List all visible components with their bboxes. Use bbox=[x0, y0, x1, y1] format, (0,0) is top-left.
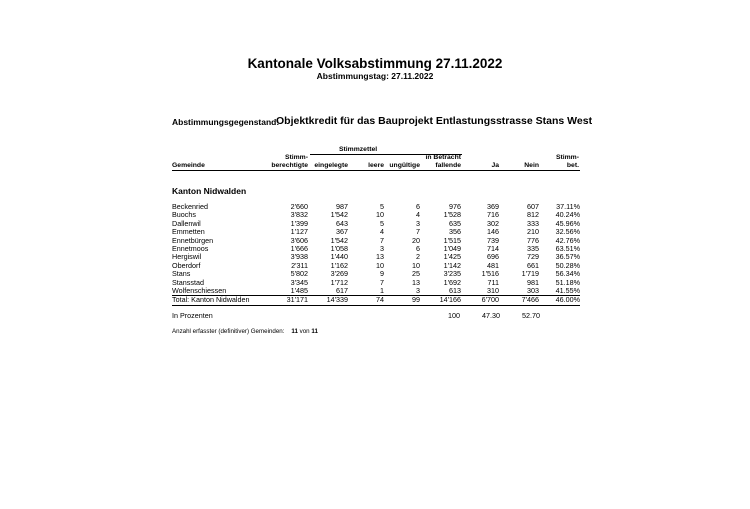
cell-berechtigte: 1'666 bbox=[290, 244, 308, 254]
cell-eingelegte: 617 bbox=[336, 286, 348, 296]
cell-eingelegte: 1'058 bbox=[330, 244, 348, 254]
cell-ja: 310 bbox=[487, 286, 499, 296]
cell-bet: 32.56% bbox=[555, 227, 580, 237]
cell-ungueltige: 20 bbox=[412, 235, 420, 245]
footer-total: 11 bbox=[311, 328, 318, 335]
cell-eingelegte: 1'162 bbox=[330, 260, 348, 270]
cell-fallende: 1'142 bbox=[443, 260, 461, 270]
cell-fallende: 3'235 bbox=[443, 269, 461, 279]
table-row bbox=[172, 262, 580, 270]
cell-berechtigte: 2'311 bbox=[291, 260, 308, 270]
cell-name: Ennetbürgen bbox=[172, 235, 214, 245]
cell-eingelegte: 987 bbox=[336, 202, 348, 211]
percent-label: In Prozenten bbox=[172, 311, 213, 320]
cell-ungueltige: 25 bbox=[412, 269, 420, 279]
cell-eingelegte: 643 bbox=[336, 218, 348, 228]
cell-bet: 45.96% bbox=[555, 218, 580, 228]
cell-bet: 56.34% bbox=[555, 269, 580, 279]
cell-leere: 13 bbox=[376, 252, 384, 262]
cell-nein: 1'719 bbox=[521, 269, 539, 279]
cell-fallende: 635 bbox=[449, 218, 461, 228]
footer-note bbox=[172, 328, 318, 335]
table-row bbox=[172, 211, 580, 219]
cell-bet: 51.18% bbox=[555, 277, 580, 287]
cell-ja: 739 bbox=[487, 235, 499, 245]
header-fallende-2: fallende bbox=[435, 162, 461, 169]
cell-name: Wolfenschiessen bbox=[172, 286, 227, 296]
table-row bbox=[172, 220, 580, 228]
cell-ja: 146 bbox=[487, 227, 499, 237]
cell-leere: 7 bbox=[380, 235, 384, 245]
page-title: Kantonale Volksabstimmung 27.11.2022 bbox=[247, 56, 503, 71]
cell-bet: 50.28% bbox=[555, 260, 580, 270]
footer-von: von bbox=[299, 328, 310, 335]
cell-eingelegte: 1'542 bbox=[330, 235, 348, 245]
cell-nein: 7'466 bbox=[499, 296, 539, 305]
cell-fallende: 613 bbox=[449, 286, 461, 296]
cell-bet: 37.11% bbox=[556, 202, 580, 211]
cell-leere: 5 bbox=[380, 202, 384, 211]
percent-ja: 47.30 bbox=[482, 311, 500, 320]
cell-name: Ennetmoos bbox=[172, 244, 209, 254]
cell-fallende: 1'049 bbox=[443, 244, 461, 254]
cell-ungueltige: 3 bbox=[416, 218, 420, 228]
table-row bbox=[172, 228, 580, 236]
header-berechtigte-1: Stimm- bbox=[284, 154, 308, 161]
cell-fallende: 1'425 bbox=[443, 252, 461, 262]
cell-berechtigte: 3'832 bbox=[290, 210, 308, 220]
cell-fallende: 14'166 bbox=[420, 296, 461, 305]
cell-bet: 42.76% bbox=[555, 235, 580, 245]
cell-leere: 10 bbox=[376, 210, 384, 220]
cell-ungueltige: 6 bbox=[416, 244, 420, 254]
cell-nein: 812 bbox=[527, 210, 539, 220]
cell-berechtigte: 3'606 bbox=[290, 235, 308, 245]
header-nein: Nein bbox=[524, 162, 539, 169]
cell-ja: 481 bbox=[487, 260, 499, 270]
cell-name: Oberdorf bbox=[172, 260, 201, 270]
subject-label: Abstimmungsgegenstand: bbox=[172, 117, 280, 127]
cell-berechtigte: 3'345 bbox=[290, 277, 308, 287]
cell-name: Dallenwil bbox=[172, 218, 201, 228]
cell-bet: 40.24% bbox=[555, 210, 580, 220]
header-ungueltige: ungültige bbox=[389, 162, 420, 169]
cell-name: Stans bbox=[172, 269, 191, 279]
cell-name: Total: Kanton Nidwalden bbox=[172, 296, 256, 305]
cell-name: Beckenried bbox=[172, 202, 208, 211]
cell-ja: 716 bbox=[487, 210, 499, 220]
cell-berechtigte: 1'127 bbox=[290, 227, 308, 237]
cell-eingelegte: 1'542 bbox=[330, 210, 348, 220]
cell-fallende: 356 bbox=[449, 227, 461, 237]
header-leere: leere bbox=[368, 162, 384, 169]
table-row bbox=[172, 237, 580, 245]
cell-berechtigte: 3'938 bbox=[290, 252, 308, 262]
cell-fallende: 1'692 bbox=[443, 277, 461, 287]
header-stimmzettel: Stimmzettel bbox=[339, 146, 378, 153]
cell-ungueltige: 7 bbox=[416, 227, 420, 237]
cell-leere: 3 bbox=[380, 244, 384, 254]
cell-ja: 369 bbox=[487, 202, 499, 211]
cell-ungueltige: 6 bbox=[416, 202, 420, 211]
cell-name: Stansstad bbox=[172, 277, 204, 287]
header-ja: Ja bbox=[491, 162, 499, 169]
cell-leere: 10 bbox=[376, 260, 384, 270]
cell-berechtigte: 5'802 bbox=[290, 269, 308, 279]
cell-bet: 63.51% bbox=[555, 244, 580, 254]
footer-label: Anzahl erfasster (definitiver) Gemeinden: bbox=[172, 328, 285, 335]
cell-leere: 4 bbox=[380, 227, 384, 237]
table-row-total bbox=[172, 296, 580, 305]
cell-name: Emmetten bbox=[172, 227, 205, 237]
cell-ja: 302 bbox=[487, 218, 499, 228]
cell-nein: 333 bbox=[527, 218, 539, 228]
percent-fallende: 100 bbox=[448, 311, 460, 320]
cell-nein: 661 bbox=[527, 260, 539, 270]
cell-leere: 5 bbox=[380, 218, 384, 228]
cell-nein: 729 bbox=[527, 252, 539, 262]
cell-nein: 210 bbox=[527, 227, 539, 237]
cell-leere: 74 bbox=[348, 296, 384, 305]
cell-eingelegte: 1'440 bbox=[330, 252, 348, 262]
section-title: Kanton Nidwalden bbox=[172, 186, 247, 196]
cell-eingelegte: 1'712 bbox=[330, 277, 348, 287]
cell-leere: 9 bbox=[380, 269, 384, 279]
cell-berechtigte: 1'399 bbox=[290, 218, 308, 228]
cell-ungueltige: 4 bbox=[416, 210, 420, 220]
cell-ja: 714 bbox=[487, 244, 499, 254]
cell-nein: 303 bbox=[527, 286, 539, 296]
cell-ja: 711 bbox=[487, 277, 499, 287]
table-row bbox=[172, 279, 580, 287]
cell-name: Buochs bbox=[172, 210, 196, 220]
cell-eingelegte: 3'269 bbox=[330, 269, 348, 279]
cell-nein: 776 bbox=[527, 235, 539, 245]
cell-leere: 1 bbox=[380, 286, 384, 296]
voting-day: Abstimmungstag: 27.11.2022 bbox=[316, 71, 434, 81]
cell-ungueltige: 13 bbox=[412, 277, 420, 287]
cell-fallende: 976 bbox=[449, 202, 461, 211]
cell-bet: 46.00% bbox=[539, 296, 580, 305]
cell-bet: 41.55% bbox=[555, 286, 580, 296]
cell-berechtigte: 31'171 bbox=[256, 296, 308, 305]
cell-ungueltige: 99 bbox=[384, 296, 420, 305]
cell-nein: 607 bbox=[527, 202, 539, 211]
subject-value: Objektkredit für das Bauprojekt Entlastungsstrasse Stans West bbox=[276, 115, 593, 127]
cell-ungueltige: 2 bbox=[416, 252, 420, 262]
cell-ja: 1'516 bbox=[481, 269, 499, 279]
cell-name: Hergiswil bbox=[172, 252, 202, 262]
cell-bet: 36.57% bbox=[555, 252, 580, 262]
footer-count: 11 bbox=[291, 328, 298, 335]
header-gemeinde: Gemeinde bbox=[172, 162, 205, 169]
header-bet-1: Stimm- bbox=[555, 154, 579, 161]
cell-berechtigte: 1'485 bbox=[290, 286, 308, 296]
header-berechtigte-2: berechtigte bbox=[271, 162, 308, 169]
results-table bbox=[172, 203, 580, 306]
cell-ungueltige: 10 bbox=[412, 260, 420, 270]
cell-fallende: 1'528 bbox=[443, 210, 461, 220]
percent-nein: 52.70 bbox=[522, 311, 540, 320]
header-fallende-1: in Betracht bbox=[425, 154, 461, 161]
header-eingelegte: eingelegte bbox=[314, 162, 348, 169]
header-bet-2: bet. bbox=[566, 162, 579, 169]
cell-leere: 7 bbox=[380, 277, 384, 287]
cell-ungueltige: 3 bbox=[416, 286, 420, 296]
table-row bbox=[172, 270, 580, 278]
cell-berechtigte: 2'660 bbox=[290, 202, 308, 211]
cell-fallende: 1'515 bbox=[443, 235, 461, 245]
cell-eingelegte: 14'339 bbox=[308, 296, 348, 305]
header-bottom-line bbox=[172, 170, 580, 171]
cell-ja: 696 bbox=[487, 252, 499, 262]
cell-nein: 981 bbox=[527, 277, 539, 287]
cell-eingelegte: 367 bbox=[336, 227, 348, 237]
cell-nein: 335 bbox=[527, 244, 539, 254]
cell-ja: 6'700 bbox=[461, 296, 499, 305]
